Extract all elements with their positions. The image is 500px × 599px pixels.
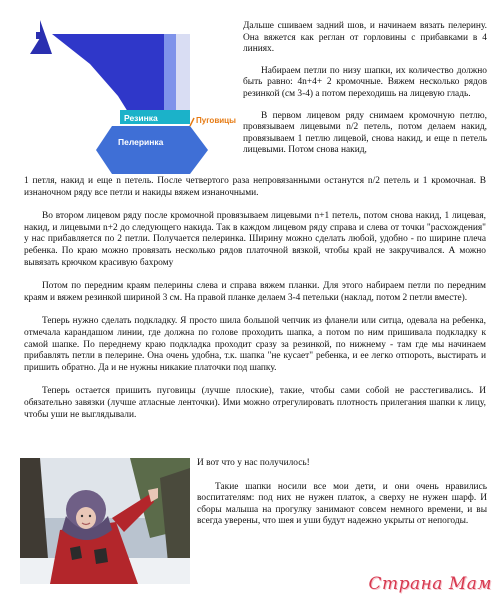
paragraph-7: Теперь остается пришить пуговицы (лучше плоские), такие, чтобы сами собой не расстегивались. И обязательно завязки (лучше атласные ленточки). Ими можно отрегулировать плотность прилегания шапки к лицу, чтобы уши не выглядывали. xyxy=(24,386,486,420)
cape-shape xyxy=(96,126,208,174)
paragraph-3a: В первом лицевом ряду снимаем кромочную петлю, провязываем лицевыми n/2 петель, потом делаем накид, провязываем 1 петлю лицевой, снова накид, и еще n петель лицевыми. Потом снова накид, xyxy=(243,110,487,156)
buttons-label: Пуговицы xyxy=(196,116,236,125)
paragraph-3b: 1 петля, накид и еще n петель. После четвертого раза непровязанными останутся n/2 петель и 1 кромочная. В изнаночном ряду все петли и накиды вяжем изнаночными. xyxy=(24,176,486,198)
hat-side-strip xyxy=(164,34,176,112)
paragraph-9: Такие шапки носили все мои дети, и они очень нравились воспитателям: под них не нужен платок, а сверху не нужен шарф. И сборы малыша на прогулку занимают совсем немного времени, и вы всегда уверены, что шея и уши будут надежно укрыты от непогоды. xyxy=(197,481,487,527)
paragraph-6: Теперь нужно сделать подкладку. Я просто шила большой чепчик из фланели или ситца, одевала на ребенка, отмечала карандашом линии, где должна по голове проходить шапка, а потом по ним пришивала подкладку к самой шапке. По переднему краю подкладка проходит сразу за резинкой, по нижнему - там где мы начинаем прибавлять петли в пелерине. Она очень удобна, т.к. шапка "не кусает" ребенка, и ее легко отпороть, выстирать и пришить обратно. Да и не нужны никакие платочки под шапку. xyxy=(24,316,486,373)
cape-label: Пелеринка xyxy=(118,137,164,147)
text-top-right xyxy=(243,21,487,157)
paragraph-4: Во втором лицевом ряду после кромочной провязываем лицевыми n+1 петель, потом снова накид, 1 лицевая, накид, и лицевыми n+2 до следующего накида. Так в каждом лицевом ряду справа и слева от точки "расхождения" у нас прибавляется по 2 петли. Получается пелеринка. Ширину можно сделать любой, удобно - по ширине плеча ребенка. По краю можно провязать несколько рядов платочной вязкой, чтобы край не закручивался. А можно вывязать крючком красивую бахрому xyxy=(24,211,486,268)
text-body xyxy=(24,176,486,421)
knitting-diagram xyxy=(18,14,240,186)
hat-edge-strip xyxy=(176,34,190,112)
hat-panel-main xyxy=(52,34,164,112)
paragraph-1: Дальше сшиваем задний шов, и начинаем вязать пелерину. Она вяжется как реглан от горловины с прибавками в 4 линиях. xyxy=(243,21,487,55)
rib-label: Резинка xyxy=(124,113,158,123)
paragraph-8: И вот что у нас получилось! xyxy=(197,458,310,468)
text-bottom-right xyxy=(197,458,487,528)
paragraph-2: Набираем петли по низу шапки, их количество должно быть равно: 4n+4+ 2 кромочные. Вяжем несколько рядов резинкой (см 3-4) а потом переходишь на лицевую гладь. xyxy=(243,65,487,99)
watermark-logo: Страна Мам xyxy=(368,574,492,595)
child-photo xyxy=(20,458,190,584)
paragraph-5: Потом по передним краям пелерины слева и справа вяжем планки. Для этого набираем петли по передним краям и вяжем резинкой шириной 3 см. На правой планке делаем 3-4 петельки (наклад, потом 2 петли вместе). xyxy=(24,281,486,303)
